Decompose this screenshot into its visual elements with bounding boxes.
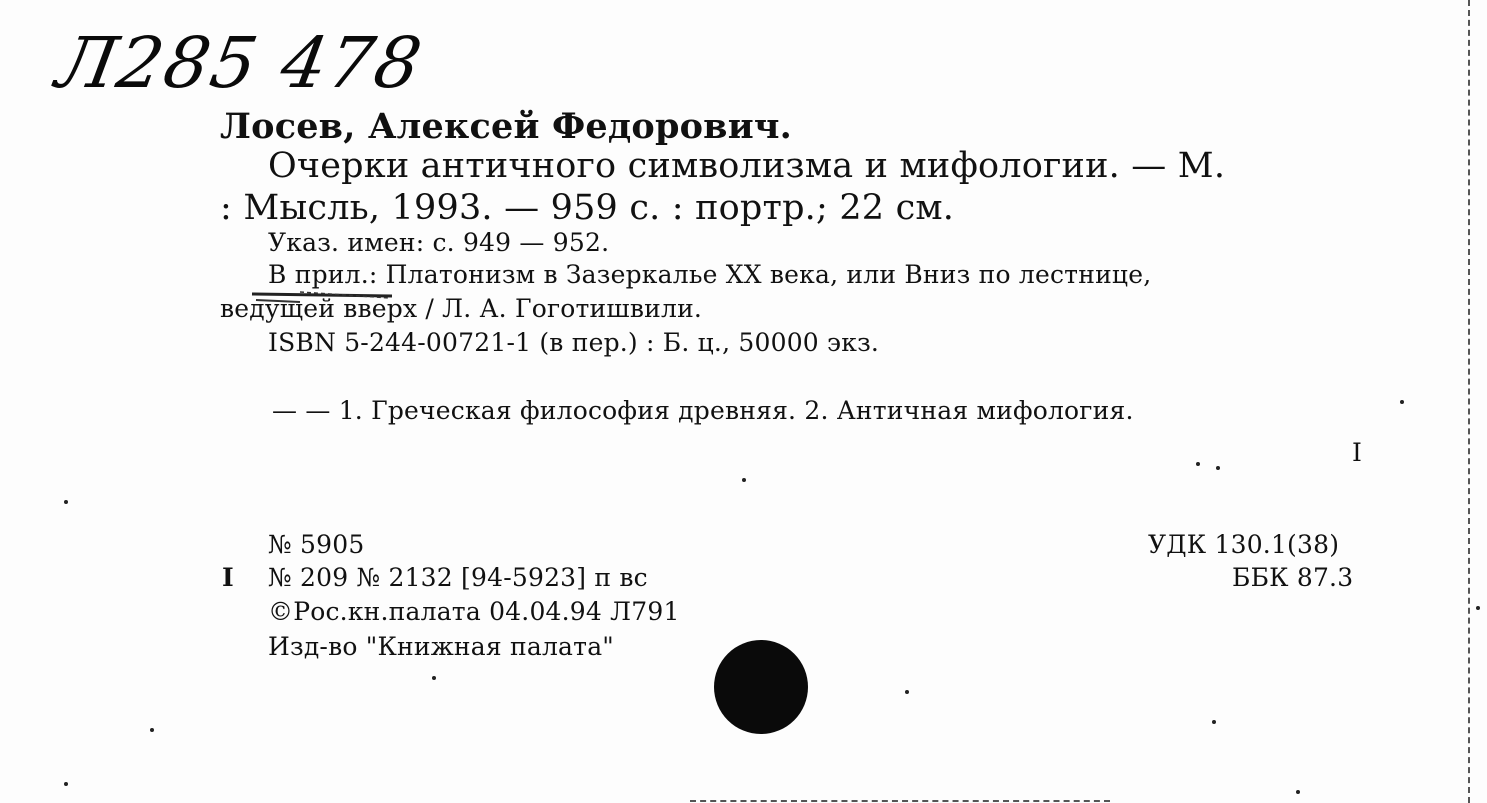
card-number: № 5905 [268,530,365,559]
title-line-1: Очерки античного символизма и мифологии. — М. [268,146,1226,186]
right-edge-shadow [1468,0,1470,803]
handwritten-inventory-number: Л285 478 [50,22,430,104]
appendix-line-2: ведущей вверх / Л. А. Гоготишвили. [220,294,703,323]
title-line-2: : Мысль, 1993. — 959 с. : портр.; 22 см. [220,188,955,228]
speck [1296,790,1300,794]
speck [1216,466,1220,470]
tick-mark: I [1352,438,1363,467]
speck [1196,462,1200,466]
speck [150,728,154,732]
speck [1212,720,1216,724]
appendix-line-1: В прил.: Платонизм в Зазеркалье XX века, или Вниз по лестнице, [268,260,1152,289]
copy-marker: I [222,563,234,592]
speck [742,478,746,482]
bottom-edge-shadow [690,800,1110,802]
book-chamber-line: ©Рос.кн.палата 04.04.94 Л791 [268,597,680,626]
speck [1400,400,1404,404]
speck [432,676,436,680]
author-heading: Лосев, Алексей Федорович. [220,106,793,147]
publisher-line: Изд-во "Книжная палата" [268,632,614,661]
bbk-code: ББК 87.3 [1232,563,1354,592]
speck [905,690,909,694]
speck [1476,606,1480,610]
speck [64,782,68,786]
punch-hole [714,640,808,734]
isbn-line: ISBN 5-244-00721-1 (в пер.) : Б. ц., 50000 экз. [268,328,880,357]
index-note: Указ. имен: с. 949 — 952. [268,228,610,257]
subject-headings: — — 1. Греческая философия древняя. 2. Античная мифология. [272,396,1134,425]
record-numbers: № 209 № 2132 [94-5923] п вс [268,563,648,592]
speck [64,500,68,504]
udk-code: УДК 130.1(38) [1148,530,1340,559]
